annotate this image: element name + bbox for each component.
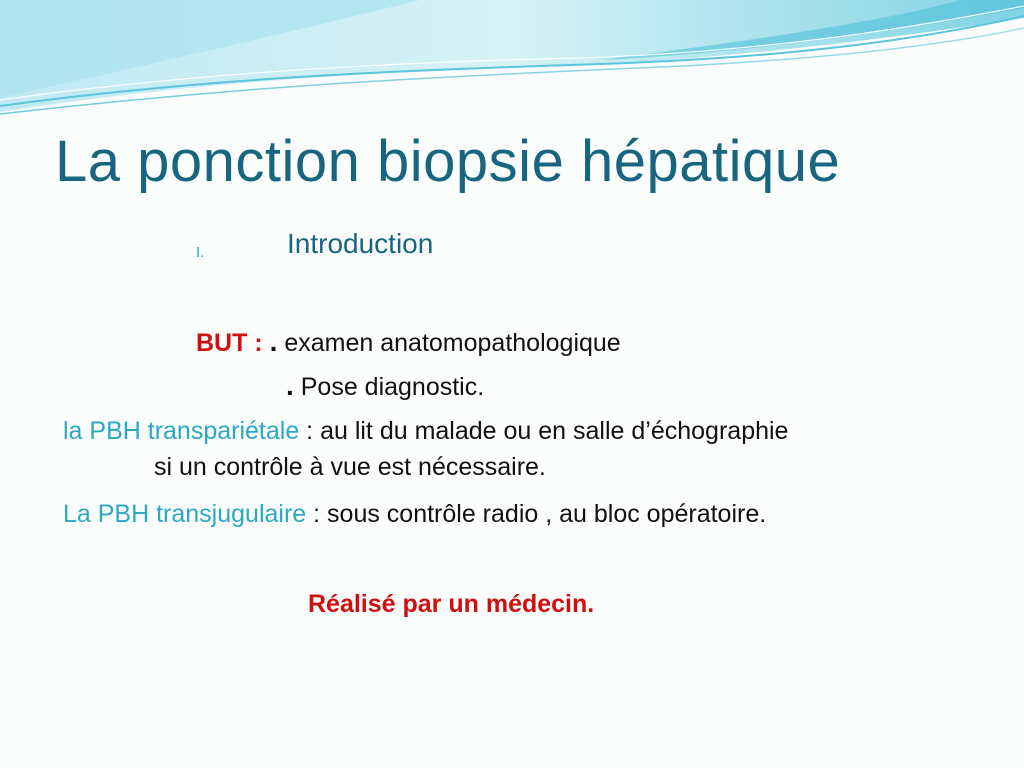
transparietale-term: la PBH transpariétale	[63, 417, 300, 445]
but-label: BUT :	[196, 329, 263, 357]
section-number: I.	[196, 244, 205, 261]
transparietale-line	[63, 417, 788, 446]
transjugulaire-desc: : sous contrôle radio , au bloc opératoire.	[306, 500, 767, 528]
bullet-dot: .	[286, 370, 294, 401]
but-item-2-line	[286, 370, 484, 402]
header-wave-decoration	[0, 0, 1024, 130]
footer-note: Réalisé par un médecin.	[308, 590, 595, 618]
but-item-1: examen anatomopathologique	[284, 329, 621, 357]
section-heading: Introduction	[287, 228, 434, 259]
transjugulaire-term: La PBH transjugulaire	[63, 500, 307, 528]
slide-title: La ponction biopsie hépatique	[55, 129, 841, 194]
bullet-dot: .	[269, 326, 278, 357]
transparietale-desc: : au lit du malade ou en salle d’échographie	[299, 417, 789, 445]
but-line	[196, 326, 621, 358]
transparietale-desc-cont: si un contrôle à vue est nécessaire.	[154, 453, 546, 481]
transjugulaire-line	[63, 500, 766, 529]
but-item-2: Pose diagnostic.	[300, 373, 485, 401]
